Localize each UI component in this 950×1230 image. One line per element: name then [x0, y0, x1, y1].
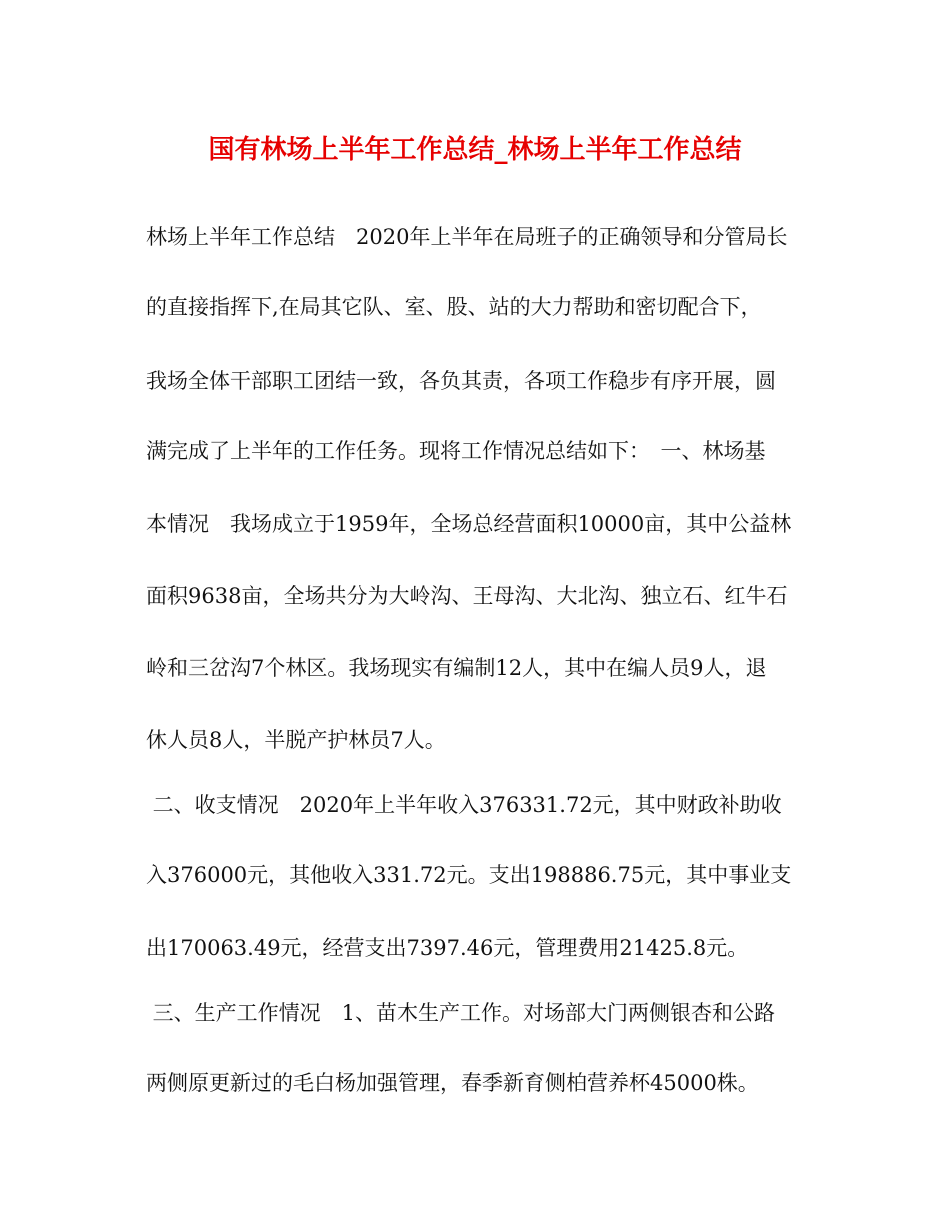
body-line-1: 林场上半年工作总结 2020年上半年在局班子的正确领导和分管局长	[146, 225, 788, 249]
body-line-2: 的直接指挥下,在局其它队、室、股、站的大力帮助和密切配合下，	[146, 295, 762, 319]
body-line-9: 二、收支情况 2020年上半年收入376331.72元，其中财政补助收	[146, 793, 782, 817]
document-title: 国有林场上半年工作总结_林场上半年工作总结	[208, 135, 742, 165]
body-line-7: 岭和三岔沟7个林区。我场现实有编制12人，其中在编人员9人，退	[146, 656, 767, 680]
body-line-13: 两侧原更新过的毛白杨加强管理，春季新育侧柏营养杯45000株。	[146, 1071, 759, 1095]
body-line-11: 出170063.49元，经营支出7397.46元，管理费用21425.8元。	[146, 936, 749, 960]
body-line-5: 本情况 我场成立于1959年，全场总经营面积10000亩，其中公益林	[146, 512, 792, 536]
body-line-3: 我场全体干部职工团结一致，各负其责，各项工作稳步有序开展，圆	[146, 369, 776, 393]
body-line-12: 三、生产工作情况 1、苗木生产工作。对场部大门两侧银杏和公路	[146, 1001, 776, 1025]
body-line-6: 面积9638亩，全场共分为大岭沟、王母沟、大北沟、独立石、红牛石	[146, 584, 788, 608]
body-line-8: 休人员8人，半脱产护林员7人。	[146, 728, 446, 752]
body-line-10: 入376000元，其他收入331.72元。支出198886.75元，其中事业支	[146, 863, 792, 887]
body-line-4: 满完成了上半年的工作任务。现将工作情况总结如下： 一、林场基	[146, 439, 766, 463]
